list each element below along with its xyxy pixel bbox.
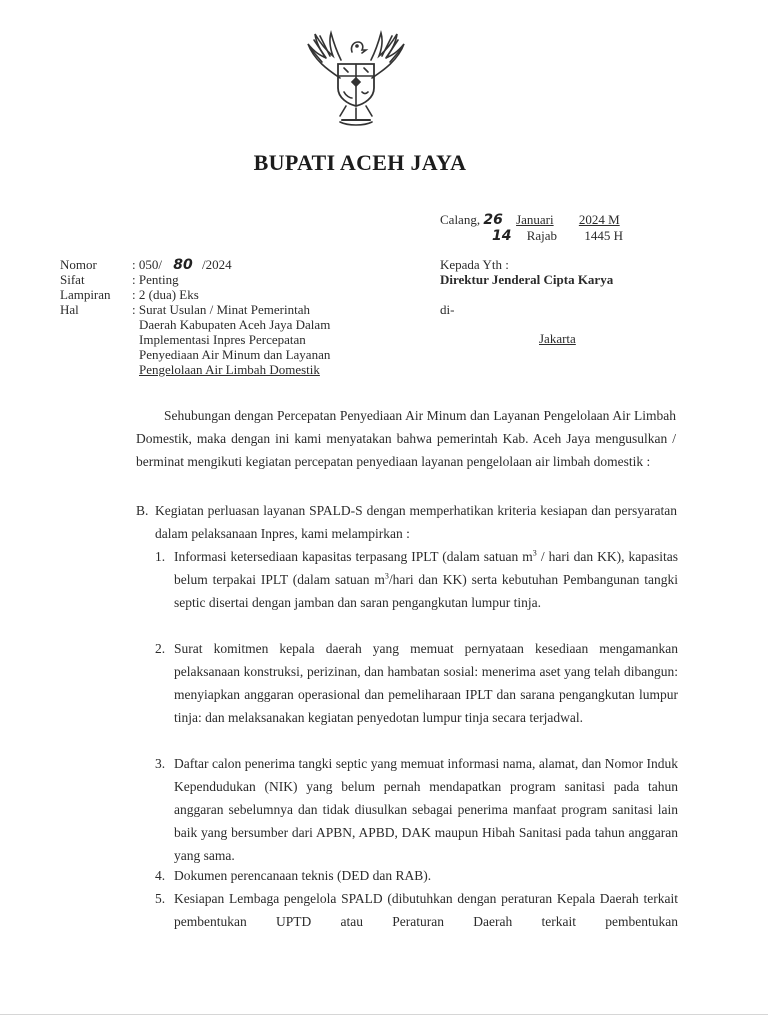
hal-label: Hal [60, 302, 79, 317]
recipient-city: Jakarta [539, 331, 576, 346]
nomor-label: Nomor [60, 257, 97, 272]
intro-paragraph: Sehubungan dengan Percepatan Penyediaan Air Minum dan Layanan Pengelolaan Air Limbah Domestik, maka dengan ini kami menyatakan bahwa pemerintah Kab. Aceh Jaya mengusulkan / berminat mengikuti kegiatan percepatan penyediaan layanan pengelolaan air limbah domestik : [136, 408, 676, 469]
item-number: 5. [155, 891, 166, 906]
item-1-text-a: Informasi ketersediaan kapasitas terpasang IPLT (dalam satuan m [174, 549, 533, 564]
list-item-2: Surat komitmen kepala daerah yang memuat pernyataan kesediaan mengamankan pelaksanaan konstruksi, perizinan, dan hambatan sosial: menerima aset yang telah dibangun: menyiapkan anggaran operasional dan pemeliharaan IPLT dan sarana pengangkutan lumpur tinja: dan melaksanakan kegiatan penyedotan lumpur tinja secara terjadwal. [174, 641, 678, 725]
item-1-text-c: /hari dan KK) serta kebutuhan Pembangunan tangki septic disertai dengan jamban dan saran pengangkutan lumpur tinja. [174, 572, 679, 610]
list-item-5: Kesiapan Lembaga pengelola SPALD (dibutuhkan dengan peraturan Kepala Daerah terkait pembentukan UPTD atau Peraturan Daerah terkait pembentukan [174, 891, 678, 929]
handwritten-hijri-day: 14 [492, 228, 512, 244]
recipient-name: Direktur Jenderal Cipta Karya [440, 272, 614, 287]
kepada-yth: Kepada Yth : [440, 257, 509, 272]
nomor-value [132, 257, 232, 273]
section-b-text: Kegiatan perluasan layanan SPALD-S dengan memperhatikan kriteria kesiapan dan persyaratan dalam pelaksanaan Inpres, kami melampirkan : [155, 503, 677, 541]
regent-title: BUPATI ACEH JAYA [253, 150, 467, 175]
nomor-suffix: /2024 [201, 257, 232, 272]
item-number: 2. [155, 641, 166, 656]
handwritten-number: 80 [173, 257, 193, 273]
list-item-1 [174, 545, 678, 614]
handwritten-day: 26 [483, 212, 503, 228]
sifat-value: : Penting [132, 272, 179, 287]
date-line [440, 212, 620, 228]
hal-line: Daerah Kabupaten Aceh Jaya Dalam [139, 317, 331, 332]
nomor-prefix: : 050/ [132, 257, 162, 272]
scan-edge-line [0, 1014, 768, 1015]
superscript: 3 [532, 548, 537, 558]
hal-line: Pengelolaan Air Limbah Domestik [139, 362, 320, 377]
section-b-label: B. [136, 503, 149, 518]
garuda-emblem-icon [300, 30, 412, 130]
hal-line: Implementasi Inpres Percepatan [139, 332, 306, 347]
lampiran-label: Lampiran [60, 287, 111, 302]
list-item-3: Daftar calon penerima tangki septic yang memuat informasi nama, alamat, dan Nomor Induk Kependudukan (NIK) yang belum pernah mendapatkan program sanitasi pada tahun anggaran sebelumnya dan tidak diusulkan sebagai penerima manfaat program sanitasi lain baik yang bersumber dari APBN, APBD, DAK maupun Hibah Sanitasi pada tahun anggaran yang sama. [174, 756, 678, 863]
hal-line: Penyediaan Air Minum dan Layanan [139, 347, 331, 362]
hal-line: : Surat Usulan / Minat Pemerintah [132, 302, 311, 317]
item-number: 1. [155, 549, 166, 564]
hijri-date-line [492, 228, 623, 244]
lampiran-value: : 2 (dua) Eks [132, 287, 199, 302]
item-1-text-b: / hari dan KK), kapasitas belum terpakai IPLT (dalam satuan m [174, 549, 678, 587]
hijri-year: 1445 H [584, 228, 623, 243]
list-item-4: Dokumen perencanaan teknis (DED dan RAB). [174, 868, 432, 883]
item-number: 3. [155, 756, 166, 771]
recipient-di: di- [440, 302, 455, 317]
item-number: 4. [155, 868, 166, 883]
month: Januari [516, 212, 554, 227]
superscript: 3 [384, 571, 389, 581]
city: Calang, [440, 212, 481, 227]
year: 2024 M [578, 212, 620, 227]
sifat-label: Sifat [60, 272, 85, 287]
hijri-month: Rajab [526, 228, 558, 243]
